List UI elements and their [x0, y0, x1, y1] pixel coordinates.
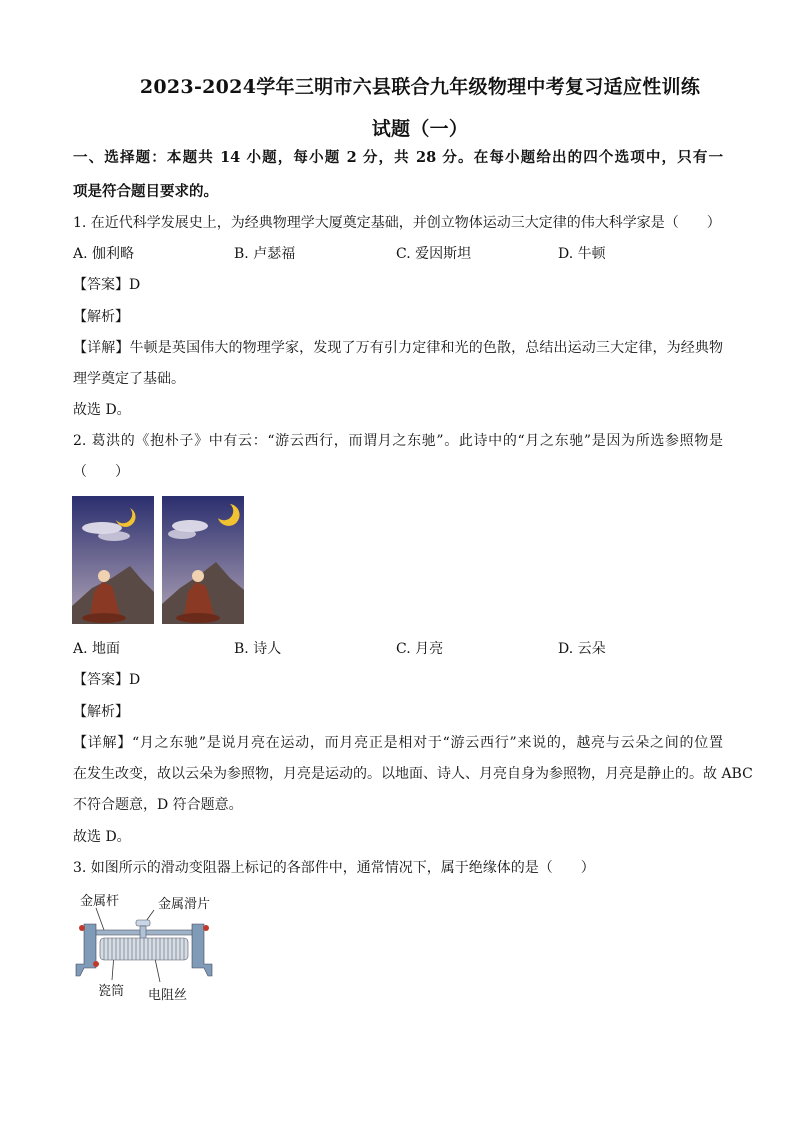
q1-option-a: A. 伽利略 [73, 246, 135, 262]
q2-option-c: C. 月亮 [396, 641, 444, 657]
q1-answer: 【答案】D [73, 277, 141, 293]
rheostat-drawing [74, 906, 214, 982]
label-resistance-wire: 电阻丝 [148, 988, 188, 1003]
q3-stem: 3. 如图所示的滑动变阻器上标记的各部件中，通常情况下，属于绝缘体的是（ ） [73, 860, 595, 876]
label-metal-slider: 金属滑片 [158, 897, 211, 912]
q2-conclusion: 故选 D。 [73, 829, 131, 845]
label-ceramic-tube: 瓷筒 [98, 984, 125, 999]
q1-option-c: C. 爱因斯坦 [396, 246, 472, 262]
q1-detail-line2: 理学奠定了基础。 [73, 371, 185, 387]
q2-analysis-label: 【解析】 [73, 704, 129, 720]
q1-analysis-label: 【解析】 [73, 309, 129, 325]
poet-head [192, 570, 204, 582]
terminal-icon [93, 961, 99, 967]
exam-title-line2: 试题（一） [371, 118, 469, 140]
terminal-icon [79, 925, 85, 931]
panel-right [162, 496, 244, 624]
q2-option-b: B. 诗人 [234, 641, 282, 657]
q2-detail-line2: 在发生改变，故以云朵为参照物，月亮是运动的。以地面、诗人、月亮自身为参照物，月亮是静止的。故 ABC [73, 766, 753, 782]
poet-head [98, 570, 110, 582]
section-heading-line2: 项是符合题目要求的。 [73, 183, 218, 200]
q1-option-d: D. 牛顿 [558, 246, 606, 262]
q2-option-d: D. 云朵 [558, 641, 606, 657]
q2-option-a: A. 地面 [73, 641, 121, 657]
q1-detail-line1: 【详解】牛顿是英国伟大的物理学家，发现了万有引力定律和光的色散，总结出运动三大定律，为经典物 [73, 340, 723, 356]
label-metal-rod: 金属杆 [80, 894, 120, 909]
slider-shape [136, 920, 150, 926]
q2-detail-line1: 【详解】“月之东驰”是说月亮在运动，而月亮正是相对于“游云西行”来说的，越亮与云朵之间的位置 [73, 735, 723, 751]
right-bracket [192, 924, 212, 976]
q1-option-b: B. 卢瑟福 [234, 246, 296, 262]
panel-left [72, 496, 154, 624]
q2-figure-poet-moon [72, 496, 244, 624]
q2-detail-line3: 不符合题意，D 符合题意。 [73, 797, 243, 813]
terminal-icon [203, 925, 209, 931]
q1-stem: 1. 在近代科学发展史上，为经典物理学大厦奠定基础，并创立物体运动三大定律的伟大科学家是（ ） [73, 215, 721, 231]
q3-figure-rheostat [74, 888, 234, 1004]
section-heading-line1: 一、选择题：本题共 14 小题，每小题 2 分，共 28 分。在每小题给出的四个选项中，只有一 [73, 149, 723, 166]
q2-stem-line2: （ ） [73, 464, 129, 480]
q2-answer: 【答案】D [73, 672, 141, 688]
exam-title-line1: 2023-2024学年三明市六县联合九年级物理中考复习适应性训练 [139, 76, 701, 98]
q1-conclusion: 故选 D。 [73, 402, 131, 418]
left-bracket [76, 924, 96, 976]
q2-stem-line1: 2. 葛洪的《抱朴子》中有云：“游云西行，而谓月之东驰”。此诗中的“月之东驰”是因为所选参照物是 [73, 433, 723, 449]
resistance-wire-coil [104, 938, 184, 960]
